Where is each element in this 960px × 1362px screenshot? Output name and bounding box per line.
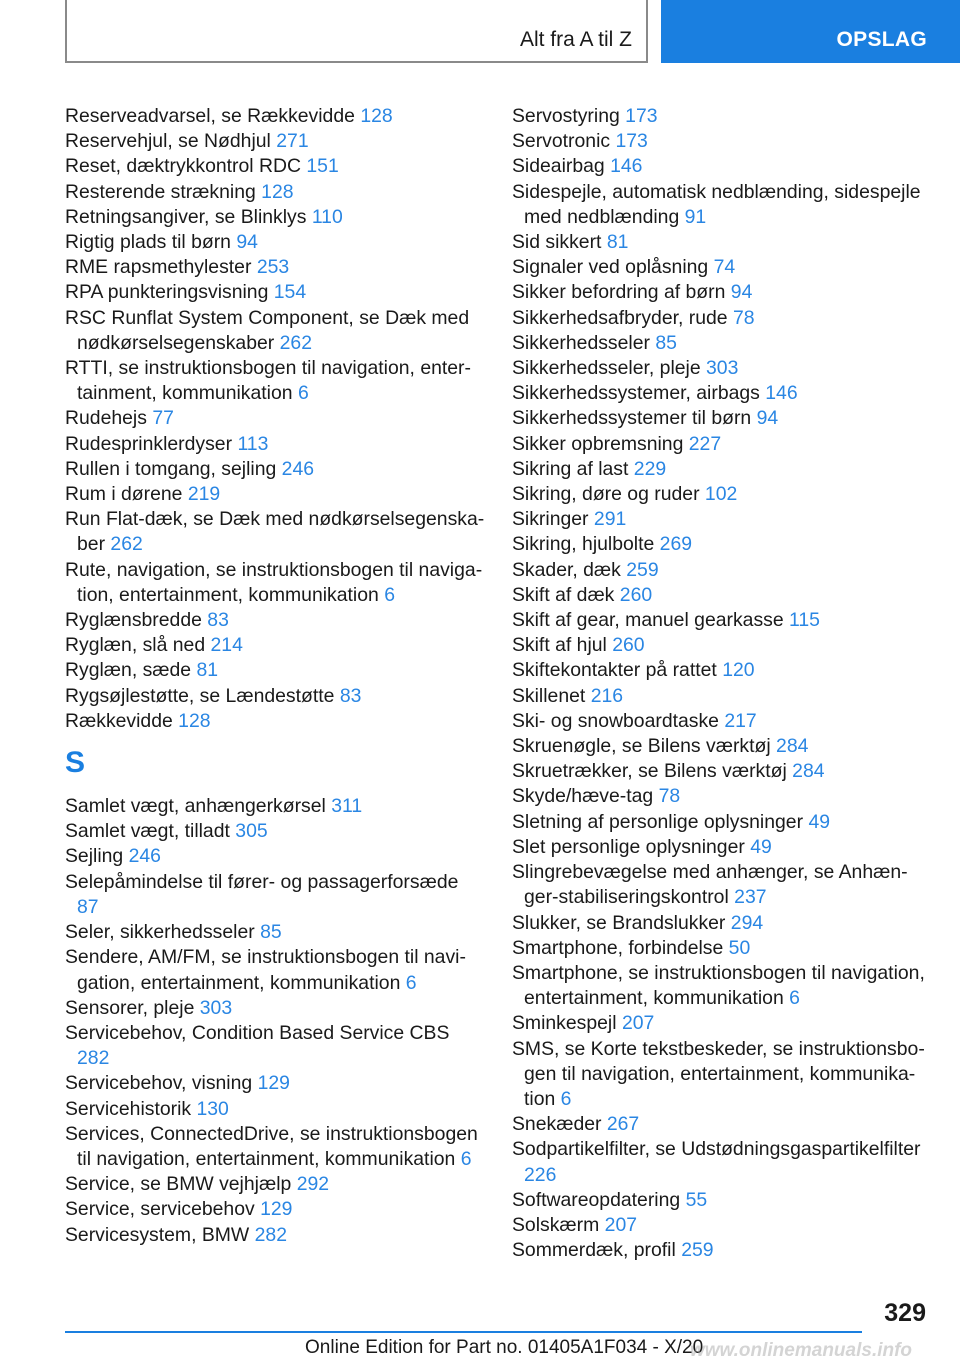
index-entry-text: SMS, se Korte tekstbeskeder, se instruktionsbogen til navigation, entertainment, kommunikation <box>512 1037 925 1110</box>
index-entry <box>65 129 485 154</box>
index-entry <box>512 104 932 129</box>
index-entry-text: Skruetrækker, se Bilens værktøj <box>512 760 787 783</box>
page-reference-link[interactable]: 77 <box>152 407 174 430</box>
page-reference-link[interactable]: 6 <box>560 1087 572 1110</box>
page-reference-link[interactable]: 6 <box>384 583 395 606</box>
index-entry <box>65 180 485 205</box>
page-reference-link[interactable]: 216 <box>590 684 624 707</box>
index-entry <box>512 1188 932 1213</box>
index-entry-text: Skift af dæk <box>512 583 615 606</box>
index-entry <box>65 996 485 1021</box>
index-entry <box>512 734 932 759</box>
page-reference-link[interactable]: 78 <box>658 785 681 808</box>
page-reference-link[interactable]: 129 <box>260 1198 293 1221</box>
page-reference-link[interactable]: 217 <box>724 709 757 732</box>
index-entry-text: Sikring, hjulbolte <box>512 533 655 556</box>
index-entry-text: Skader, dæk <box>512 558 621 581</box>
index-entry-text: Services, ConnectedDrive, se instruktionsbogen til navigation, entertainment, kommunikation <box>65 1122 478 1170</box>
page-reference-link[interactable]: 146 <box>610 155 643 178</box>
index-entry <box>65 1172 485 1197</box>
header-section-title: Alt fra A til Z <box>519 28 632 51</box>
footer-edition-text: Online Edition for Part no. 01405A1F034 - X/20 <box>305 1337 704 1358</box>
index-entry <box>512 255 932 280</box>
index-entry <box>65 280 485 305</box>
index-entry-text: Run Flat-dæk, se Dæk med nødkørselsegenskaber <box>65 508 485 556</box>
page-reference-link[interactable]: 267 <box>606 1113 640 1136</box>
index-entry-text: Sendere, AM/FM, se instruktionsbogen til navigation, entertainment, kommunikation <box>65 946 466 994</box>
index-entry <box>65 608 485 633</box>
index-entry <box>512 457 932 482</box>
index-entry-text: Signaler ved oplåsning <box>512 256 709 279</box>
page-reference-link[interactable]: 284 <box>792 760 825 783</box>
index-entry <box>512 633 932 658</box>
index-entry-text: Samlet vægt, tilladt <box>65 820 230 843</box>
index-entry-text: Servotronic <box>512 130 611 153</box>
index-entry-text: RPA punkteringsvisning <box>65 281 269 304</box>
index-column-left <box>65 104 485 1248</box>
index-entry-text: Seler, sikkerhedsseler <box>65 921 255 944</box>
index-entry-text: Rute, navigation, se instruktionsbogen til navigation, entertainment, kommunikation <box>65 558 483 606</box>
index-entry <box>65 356 485 406</box>
index-entry-text: Smartphone, se instruktionsbogen til navigation, entertainment, kommunikation <box>512 961 925 1010</box>
index-entry <box>512 129 932 154</box>
page-reference-link[interactable]: 219 <box>187 483 221 506</box>
index-entry-text: Sideairbag <box>512 155 605 178</box>
index-entry-text: Solskærm <box>512 1213 600 1236</box>
index-entry-text: Servicesystem, BMW <box>65 1223 250 1246</box>
index-entry-text: Ryglænsbredde <box>65 609 202 632</box>
page-reference-link[interactable]: 128 <box>261 180 294 203</box>
index-entry-text: RSC Runflat System Component, se Dæk med nødkørselsegenskaber <box>65 306 470 354</box>
index-entry-text: Servicebehov, visning <box>65 1072 253 1095</box>
index-entry <box>512 583 932 608</box>
index-column-right <box>512 104 932 1263</box>
index-entry <box>512 860 932 910</box>
index-entry-text: Rum i dørene <box>65 483 183 506</box>
index-entry <box>512 936 932 961</box>
page-reference-link[interactable]: 49 <box>808 810 831 833</box>
page-reference-link[interactable]: 146 <box>765 382 798 405</box>
page-reference-link[interactable]: 129 <box>257 1072 290 1095</box>
page-reference-link[interactable]: 282 <box>77 1047 110 1070</box>
page-reference-link[interactable]: 6 <box>460 1147 472 1170</box>
index-entry <box>512 1112 932 1137</box>
index-entry-text: Skruenøgle, se Bilens værktøj <box>512 735 771 758</box>
page-reference-link[interactable]: 81 <box>606 231 629 254</box>
index-entry <box>65 1021 485 1071</box>
index-entry-text: Snekæder <box>512 1113 602 1136</box>
index-entry-text: Sikkerhedssystemer til børn <box>512 407 752 430</box>
index-entry-text: Sikkerhedsseler <box>512 331 650 354</box>
index-entry <box>512 532 932 557</box>
page-reference-link[interactable]: 207 <box>604 1213 638 1236</box>
index-entry-text: Slet personlige oplysninger <box>512 835 745 858</box>
page-reference-link[interactable]: 292 <box>296 1173 330 1196</box>
index-entry <box>512 1037 932 1113</box>
page-reference-link[interactable]: 94 <box>730 281 753 304</box>
index-entry-text: Servicebehov, Condition Based Service CBS <box>65 1021 450 1044</box>
index-entry-text: Sikring, døre og ruder <box>512 483 700 506</box>
index-entry <box>512 230 932 255</box>
index-entry <box>512 911 932 936</box>
index-entry-text: Smartphone, forbindelse <box>512 936 724 959</box>
index-entry <box>512 558 932 583</box>
index-entry <box>65 457 485 482</box>
index-entry-text: Resterende strækning <box>65 180 256 203</box>
page-reference-link[interactable]: 50 <box>728 936 751 959</box>
index-entry-text: Ryglæn, slå ned <box>65 634 206 657</box>
index-entry <box>512 381 932 406</box>
page-reference-link[interactable]: 294 <box>730 911 764 934</box>
index-entry <box>512 507 932 532</box>
page-reference-link[interactable]: 130 <box>196 1097 229 1120</box>
index-entry <box>65 1097 485 1122</box>
page-reference-link[interactable]: 85 <box>260 921 282 944</box>
index-entry <box>512 810 932 835</box>
index-entry-text: Sminkespejl <box>512 1012 617 1035</box>
section-letter-heading: S <box>65 746 86 780</box>
index-entry-text: Sikring af last <box>512 457 629 480</box>
index-entry-text: Sikker opbremsning <box>512 432 684 455</box>
index-entry <box>65 945 485 995</box>
index-entry-text: Sommerdæk, profil <box>512 1239 676 1262</box>
index-entry <box>512 684 932 709</box>
index-entry <box>65 920 485 945</box>
page-reference-link[interactable]: 113 <box>237 432 269 455</box>
index-entry-text: Retningsangiver, se Blinklys <box>65 205 307 228</box>
watermark: www.onlinemanuals.info <box>690 1340 913 1361</box>
page-reference-link[interactable]: 259 <box>681 1239 714 1262</box>
index-entry-text: Selepåmindelse til fører- og passagerforsæde <box>65 870 459 893</box>
page-reference-link[interactable]: 87 <box>77 895 99 918</box>
index-entry <box>65 507 485 557</box>
index-entry <box>65 104 485 129</box>
page-reference-link[interactable]: 83 <box>339 684 362 707</box>
index-entry <box>512 608 932 633</box>
footer-divider <box>65 1331 862 1333</box>
index-entry <box>512 1011 932 1036</box>
index-entry-text: Sikkerhedsseler, pleje <box>512 357 701 380</box>
index-entry <box>512 784 932 809</box>
page-reference-link[interactable]: 226 <box>524 1163 557 1186</box>
index-entry <box>65 684 485 709</box>
page-reference-link[interactable]: 78 <box>732 306 755 329</box>
page-reference-link[interactable]: 6 <box>789 987 800 1010</box>
page-reference-link[interactable]: 49 <box>750 835 772 858</box>
index-entry-text: Sikkerhedssystemer, airbags <box>512 382 760 405</box>
index-entry-text: Rækkevidde <box>65 709 173 732</box>
page-reference-link[interactable]: 6 <box>405 971 417 994</box>
page-reference-link[interactable]: 154 <box>273 281 307 304</box>
page-reference-link[interactable]: 303 <box>706 357 739 380</box>
page-reference-link[interactable]: 227 <box>688 432 722 455</box>
index-entry <box>65 205 485 230</box>
index-entry <box>65 844 485 869</box>
page-reference-link[interactable]: 173 <box>615 130 648 153</box>
index-entry-text: Sejling <box>65 845 124 868</box>
index-entry <box>512 1137 932 1187</box>
page-reference-link[interactable]: 102 <box>704 483 738 506</box>
page-reference-link[interactable]: 128 <box>178 709 211 732</box>
index-entry <box>65 154 485 179</box>
index-entry <box>65 1122 485 1172</box>
index-entry <box>65 230 485 255</box>
index-entry <box>65 482 485 507</box>
page-reference-link[interactable]: 271 <box>276 130 309 153</box>
index-entry-text: Sid sikkert <box>512 231 602 254</box>
index-entry <box>512 154 932 179</box>
index-entry-text: Rygsøjlestøtte, se Lændestøtte <box>65 684 335 707</box>
index-entry-text: Ryglæn, sæde <box>65 659 192 682</box>
page-reference-link[interactable]: 128 <box>360 105 393 127</box>
page-reference-link[interactable]: 311 <box>331 795 363 818</box>
page-reference-link[interactable]: 259 <box>626 558 659 581</box>
header-section-box <box>65 0 648 63</box>
index-entry-text: RME rapsmethylester <box>65 256 252 279</box>
index-entry <box>65 633 485 658</box>
page-reference-link[interactable]: 260 <box>619 583 653 606</box>
index-entry <box>512 759 932 784</box>
index-entry <box>512 432 932 457</box>
page-reference-link[interactable]: 305 <box>235 820 268 843</box>
page-reference-link[interactable]: 269 <box>659 533 693 556</box>
page-reference-link[interactable]: 229 <box>633 457 667 480</box>
index-entry <box>512 961 932 1011</box>
index-entry <box>512 658 932 683</box>
page-reference-link[interactable]: 83 <box>207 609 229 632</box>
index-entry-text: Rudehejs <box>65 407 147 430</box>
index-entry <box>65 1223 485 1248</box>
index-entry <box>65 406 485 431</box>
index-entry <box>65 819 485 844</box>
page-reference-link[interactable]: 55 <box>685 1188 708 1211</box>
page-reference-link[interactable]: 94 <box>236 231 258 254</box>
index-entry <box>512 406 932 431</box>
page-reference-link[interactable]: 151 <box>306 155 339 178</box>
page-reference-link[interactable]: 214 <box>210 634 243 657</box>
index-entry-text: Servicehistorik <box>65 1097 192 1120</box>
index-entry-text: Sikker befordring af børn <box>512 281 726 304</box>
index-entry-text: Softwareopdatering <box>512 1188 681 1211</box>
index-entry-text: Sikringer <box>512 508 589 531</box>
page-reference-link[interactable]: 81 <box>196 659 219 682</box>
header-tab-label: OPSLAG <box>836 28 927 51</box>
index-entry <box>512 306 932 331</box>
page-reference-link[interactable]: 94 <box>756 407 779 430</box>
index-entry <box>512 1213 932 1238</box>
page-reference-link[interactable]: 173 <box>625 105 658 127</box>
page-reference-link[interactable]: 6 <box>297 382 309 405</box>
index-entry-text: Ski- og snowboardtaske <box>512 709 719 732</box>
index-entry <box>65 709 485 734</box>
index-entry <box>65 255 485 280</box>
index-entry-text: Sodpartikelfilter, se Udstødningsgaspartikelfilter <box>512 1138 921 1161</box>
page-reference-link[interactable]: 246 <box>128 845 161 868</box>
page-reference-link[interactable]: 207 <box>621 1012 655 1035</box>
index-entry <box>65 558 485 608</box>
index-entry <box>65 794 485 819</box>
page-reference-link[interactable]: 260 <box>612 634 645 657</box>
index-entry-text: Reset, dæktrykkontrol RDC <box>65 155 301 178</box>
page-reference-link[interactable]: 237 <box>734 886 767 909</box>
index-entry-text: Skillenet <box>512 684 586 707</box>
index-entry-text: Slingrebevægelse med anhænger, se Anhænger-stabiliseringskontrol <box>512 861 908 909</box>
index-entry <box>65 1071 485 1096</box>
index-entry-text: Service, se BMW vejhjælp <box>65 1173 292 1196</box>
page-reference-link[interactable]: 91 <box>684 205 707 228</box>
page-reference-link[interactable]: 85 <box>655 331 677 354</box>
page-reference-link[interactable]: 120 <box>722 659 755 682</box>
index-entry <box>65 1197 485 1222</box>
page-reference-link[interactable]: 262 <box>110 533 143 556</box>
index-entry-text: RTTI, se instruktionsbogen til navigation, entertainment, kommunikation <box>65 357 471 405</box>
index-entry-text: Rudesprinklerdyser <box>65 432 233 455</box>
index-entry-text: Skyde/hæve-tag <box>512 785 654 808</box>
page-reference-link[interactable]: 110 <box>311 205 343 228</box>
index-entry <box>512 709 932 734</box>
index-entry <box>512 331 932 356</box>
index-entry-text: Skiftekontakter på rattet <box>512 659 717 682</box>
index-entry <box>65 870 485 920</box>
page-reference-link[interactable]: 246 <box>281 457 315 480</box>
index-entry-text: Skift af hjul <box>512 634 607 657</box>
index-entry-text: Samlet vægt, anhængerkørsel <box>65 795 326 818</box>
index-entry-text: Service, servicebehov <box>65 1198 255 1221</box>
index-entry <box>512 1238 932 1263</box>
index-entry-text: Sletning af personlige oplysninger <box>512 810 804 833</box>
index-entry-text: Rigtig plads til børn <box>65 231 231 254</box>
page-reference-link[interactable]: 303 <box>199 996 233 1019</box>
index-entry-text: Reserveadvarsel, se Rækkevidde <box>65 105 355 127</box>
index-entry-text: Slukker, se Brandslukker <box>512 911 726 934</box>
page-reference-link[interactable]: 115 <box>789 609 820 632</box>
index-entry <box>65 658 485 683</box>
index-entry-text: Skift af gear, manuel gearkasse <box>512 609 784 632</box>
index-entry <box>512 356 932 381</box>
index-entry-text: Sidespejle, automatisk nedblænding, sidespejle med nedblænding <box>512 180 921 228</box>
page-reference-link[interactable]: 291 <box>593 508 627 531</box>
index-entry <box>65 306 485 356</box>
index-entry-text: Servostyring <box>512 105 620 127</box>
page-reference-link[interactable]: 282 <box>254 1223 287 1246</box>
page-reference-link[interactable]: 253 <box>256 256 290 279</box>
index-entry-text: Sensorer, pleje <box>65 996 195 1019</box>
index-entry <box>512 835 932 860</box>
index-entry-text: Reservehjul, se Nødhjul <box>65 130 271 153</box>
page-reference-link[interactable]: 262 <box>279 331 312 354</box>
header-tab[interactable] <box>661 0 960 63</box>
index-entry <box>512 180 932 230</box>
index-entry <box>65 432 485 457</box>
index-entry-text: Rullen i tomgang, sejling <box>65 457 277 480</box>
index-entry-text: Sikkerhedsafbryder, rude <box>512 306 728 329</box>
page-reference-link[interactable]: 74 <box>713 256 736 279</box>
page-reference-link[interactable]: 284 <box>776 735 809 758</box>
page-number: 329 <box>884 1299 926 1327</box>
index-entry <box>512 280 932 305</box>
index-entry <box>512 482 932 507</box>
